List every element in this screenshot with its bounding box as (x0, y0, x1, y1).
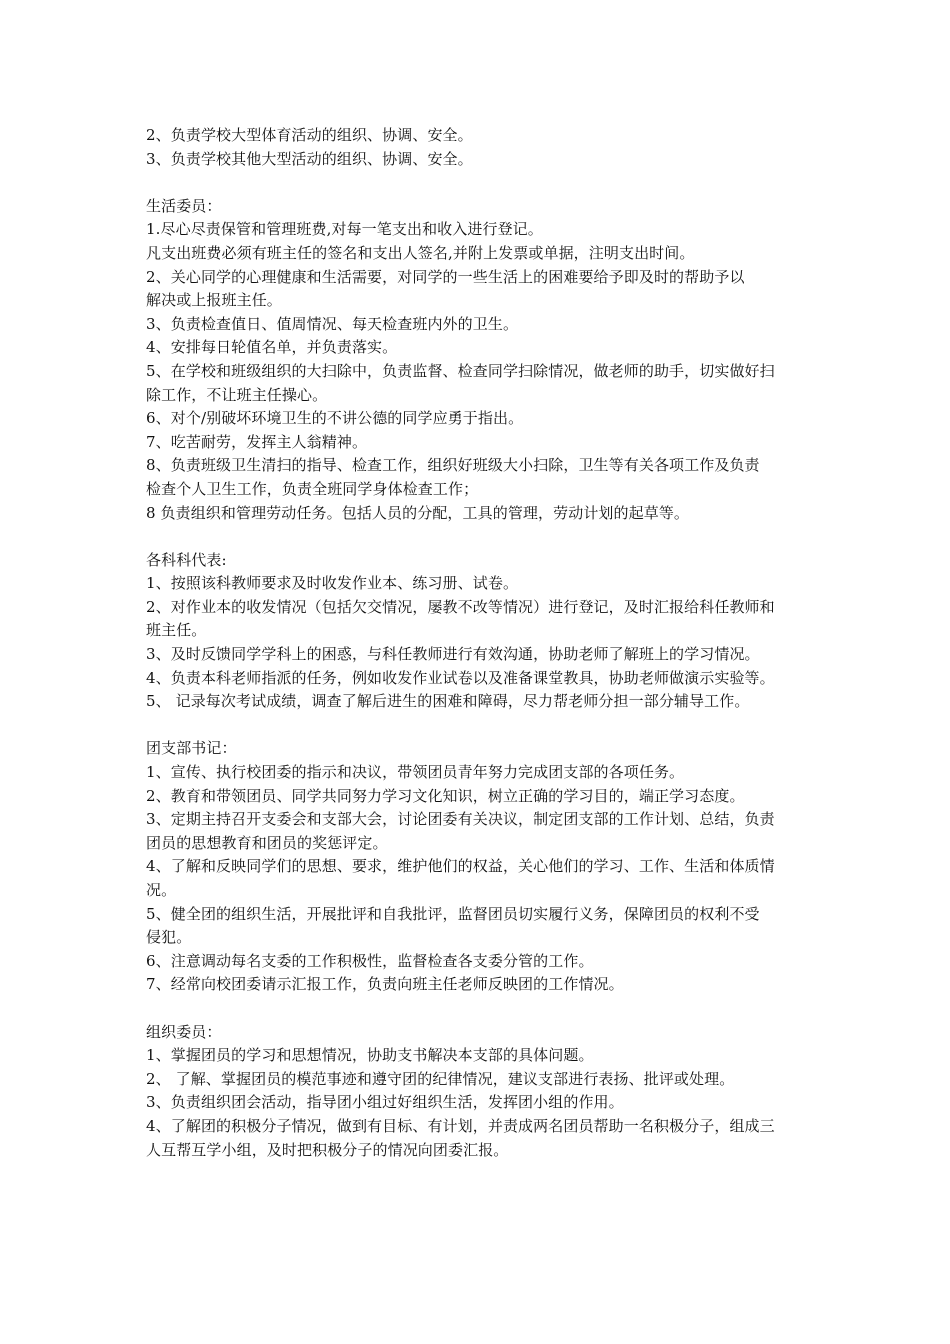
section-line: 解决或上报班主任。 (146, 291, 282, 310)
section-line: 6、注意调动每名支委的工作积极性，监督检查各支委分管的工作。 (146, 951, 594, 970)
section-line: 团员的思想教育和团员的奖惩评定。 (146, 833, 388, 852)
paragraph-gap (146, 171, 826, 195)
section-line: 检查个人卫生工作，负责全班同学身体检查工作； (146, 479, 479, 498)
section-title: 组织委员： (146, 1022, 222, 1041)
section-line: 5、健全团的组织生活，开展批评和自我批评，监督团员切实履行义务，保障团员的权利不受 (146, 904, 760, 923)
intro-line: 3、负责学校其他大型活动的组织、协调、安全。 (146, 149, 473, 168)
section-line: 3、负责组织团会活动，指导团小组过好组织生活，发挥团小组的作用。 (146, 1093, 624, 1112)
section-line: 2、教育和带领团员、同学共同努力学习文化知识，树立正确的学习目的，端正学习态度。 (146, 786, 745, 805)
section-line: 班主任。 (146, 621, 207, 640)
section-league-secretary (146, 737, 826, 997)
intro-line: 2、负责学校大型体育活动的组织、协调、安全。 (146, 126, 473, 144)
section-line: 4、了解和反映同学们的思想、要求，维护他们的权益，关心他们的学习、工作、生活和体质情 (146, 857, 775, 876)
paragraph-gap (146, 714, 826, 738)
section-line: 1.尽心尽责保管和管理班费,对每一笔支出和收入进行登记。 (146, 220, 543, 239)
section-organization-committee (146, 1021, 826, 1163)
section-line: 4、负责本科老师指派的任务，例如收发作业试卷以及准备课堂教具，协助老师做演示实验等。 (146, 668, 775, 687)
document-body (146, 124, 826, 1162)
paragraph-gap (146, 997, 826, 1021)
section-line: 1、宣传、执行校团委的指示和决议，带领团员青年努力完成团支部的各项任务。 (146, 763, 685, 782)
section-line: 8、负责班级卫生清扫的指导、检查工作，组织好班级大小扫除，卫生等有关各项工作及负责 (146, 456, 760, 475)
section-line: 1、按照该科教师要求及时收发作业本、练习册、试卷。 (146, 574, 519, 593)
section-line: 5、在学校和班级组织的大扫除中，负责监督、检查同学扫除情况，做老师的助手，切实做好扫 (146, 361, 775, 380)
section-line: 4、了解团的积极分子情况，做到有目标、有计划，并责成两名团员帮助一名积极分子，组成三 (146, 1116, 775, 1135)
section-line: 2、对作业本的收发情况（包括欠交情况，屡教不改等情况）进行登记，及时汇报给科任教师和 (146, 597, 775, 616)
section-line: 7、吃苦耐劳，发挥主人翁精神。 (146, 432, 368, 451)
section-line: 2、 了解、掌握团员的模范事迹和遵守团的纪律情况，建议支部进行表扬、批评或处理。 (146, 1069, 735, 1088)
paragraph-gap (146, 525, 826, 549)
section-subject-representative (146, 549, 826, 714)
section-line: 6、对个/别破坏环境卫生的不讲公德的同学应勇于指出。 (146, 409, 524, 428)
section-line: 侵犯。 (146, 928, 192, 947)
section-title: 团支部书记： (146, 739, 237, 758)
section-line: 1、掌握团员的学习和思想情况，协助支书解决本支部的具体问题。 (146, 1046, 594, 1065)
section-line: 凡支出班费必须有班主任的签名和支出人签名,并附上发票或单据，注明支出时间。 (146, 243, 695, 262)
section-line: 除工作，不让班主任操心。 (146, 385, 328, 404)
section-line: 8 负责组织和管理劳动任务。包括人员的分配，工具的管理，劳动计划的起草等。 (146, 503, 690, 522)
section-line: 况。 (146, 881, 177, 899)
section-line: 5、 记录每次考试成绩，调查了解后进生的困难和障碍，尽力帮老师分担一部分辅导工作。 (146, 692, 750, 711)
intro-block (146, 124, 826, 171)
section-line: 4、安排每日轮值名单，并负责落实。 (146, 338, 398, 357)
section-line: 人互帮互学小组，及时把积极分子的情况向团委汇报。 (146, 1140, 509, 1159)
section-line: 7、经常向校团委请示汇报工作，负责向班主任老师反映团的工作情况。 (146, 975, 624, 994)
section-line: 3、负责检查值日、值周情况、每天检查班内外的卫生。 (146, 314, 519, 333)
section-life-committee (146, 195, 826, 525)
section-line: 2、关心同学的心理健康和生活需要，对同学的一些生活上的困难要给予即及时的帮助予以 (146, 267, 745, 286)
section-title: 生活委员： (146, 196, 222, 215)
section-line: 3、及时反馈同学学科上的困惑，与科任教师进行有效沟通，协助老师了解班上的学习情况。 (146, 645, 760, 664)
section-line: 3、定期主持召开支委会和支部大会，讨论团委有关决议，制定团支部的工作计划、总结，负责 (146, 810, 775, 829)
section-title: 各科科代表: (146, 550, 227, 569)
